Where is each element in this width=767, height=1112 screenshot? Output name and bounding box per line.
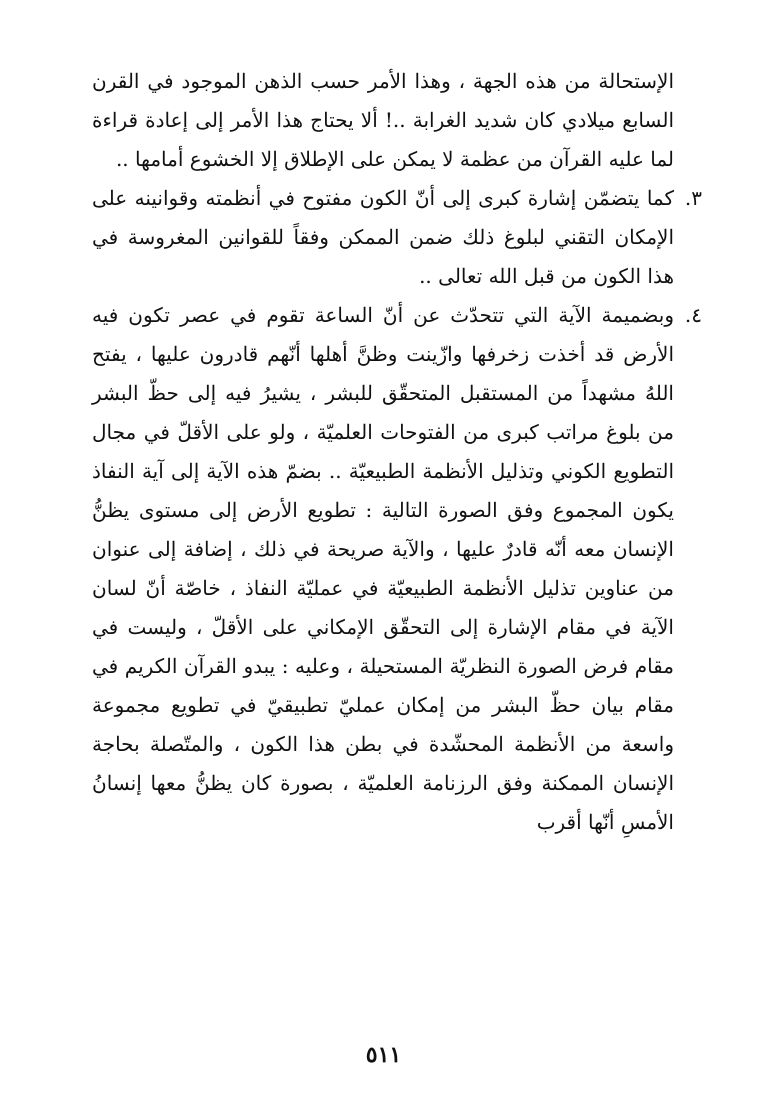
list-item-text: كما يتضمّن إشارة كبرى إلى أنّ الكون مفتوح في أنظمته وقوانينه على الإمكان التقني لبلوغ ذلك ضمن الممكن وفقاً للقوانين المغروسة في هذا الكون من قبل الله تعالى ..: [92, 186, 674, 288]
continuation-paragraph: الإستحالة من هذه الجهة ، وهذا الأمر حسب الذهن الموجود في القرن السابع ميلادي كان شديد الغرابة ..! ألا يحتاج هذا الأمر إلى إعادة قراءة لما عليه القرآن من عظمة لا يمكن على الإطلاق إلا الخشوع أمامها ..: [92, 69, 674, 171]
page-number: ٥١١: [365, 1042, 402, 1068]
body-text: [92, 62, 702, 842]
list-item-text: وبضميمة الآية التي تتحدّث عن أنّ الساعة تقوم في عصر تكون فيه الأرض قد أخذت زخرفها وازّينت وظنَّ أهلها أنّهم قادرون عليها ، يفتح اللهُ مشهداً من المستقبل المتحقّق للبشر ، يشيرُ فيه إلى حظّ البشر من بلوغ مراتب كبرى من الفتوحات العلميّة ، ولو على الأقلّ في مجال التطويع الكوني وتذليل الأنظمة الطبيعيّة .. بضمّ هذه الآية إلى آية النفاذ يكون المجموع وفق الصورة التالية : تطويع الأرض إلى مستوى يظنُّ الإنسان معه أنّه قادرٌ عليها ، والآية صريحة في ذلك ، إضافة إلى عنوان من عناوين تذليل الأنظمة الطبيعيّة في عمليّة النفاذ ، خاصّة أنّ لسان الآية في مقام الإشارة إلى التحقّق الإمكاني على الأقلّ ، وليست في مقام فرض الصورة النظريّة المستحيلة ، وعليه : يبدو القرآن الكريم في مقام بيان حظّ البشر من إمكان عمليّ تطبيقيّ في تطويع مجموعة واسعة من الأنظمة المحشّدة في بطن هذا الكون ، والمتّصلة بحاجة الإنسان الممكنة وفق الرزنامة العلميّة ، بصورة كان يظنُّ معها إنسانُ الأمسِ أنّها أقرب: [92, 303, 674, 834]
list-item-number: ٤.: [684, 303, 702, 327]
list-item-4: [92, 296, 702, 842]
list-item-3: [92, 179, 702, 296]
list-item-number: ٣.: [684, 186, 702, 210]
